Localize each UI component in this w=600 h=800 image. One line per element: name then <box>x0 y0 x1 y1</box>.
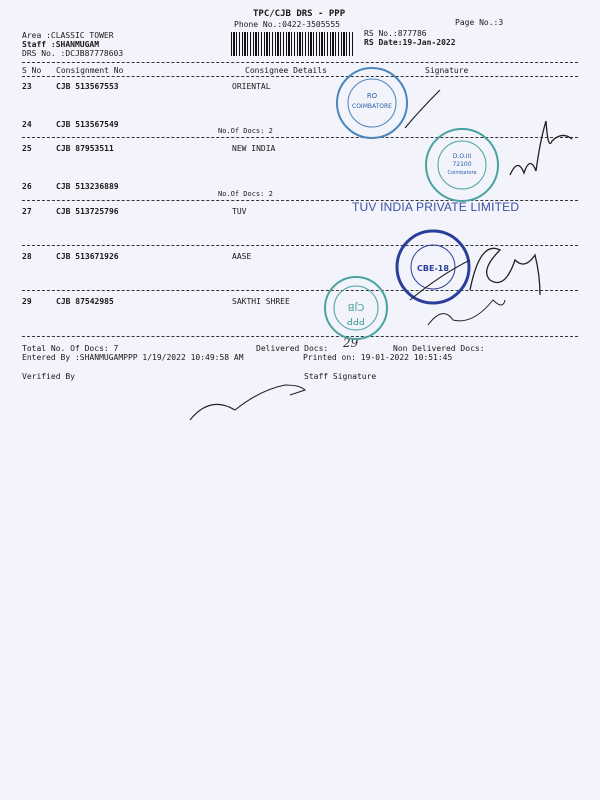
col-consignee: Consignee Details <box>245 66 327 75</box>
drs-number: DRS No. :DCJB87778603 <box>22 49 124 58</box>
svg-text:CBE-18: CBE-18 <box>417 264 449 273</box>
new-india-stamp <box>426 129 498 201</box>
row-sno: 29 <box>22 297 32 306</box>
col-sno: S No <box>22 66 42 75</box>
svg-text:D.O.III: D.O.III <box>452 153 472 160</box>
staff-signature-label: Staff Signature <box>304 372 377 381</box>
verified-by: Verified By <box>22 372 75 381</box>
total-docs: Total No. Of Docs: 7 <box>22 344 119 353</box>
page-number: Page No.:3 <box>455 18 504 27</box>
svg-text:RO: RO <box>366 92 378 100</box>
row-consignee: TUV <box>232 207 247 216</box>
row-consignment: CJB 513567549 <box>56 120 119 129</box>
row-sno: 26 <box>22 182 32 191</box>
staff-field: Staff :SHANMUGAM <box>22 40 100 49</box>
col-signature: Signature <box>425 66 469 75</box>
row-sno: 25 <box>22 144 32 153</box>
row-sno: 28 <box>22 252 32 261</box>
entered-by: Entered By :SHANMUGAMPPP 1/19/2022 10:49:58 AM <box>22 353 244 362</box>
row-docs: No.Of Docs: 2 <box>218 190 273 198</box>
row-consignee: AASE <box>232 252 252 261</box>
delivered-docs: Delivered Docs: <box>256 344 329 353</box>
phone-number: Phone No.:0422-3505555 <box>234 20 340 29</box>
svg-text:CJB: CJB <box>347 301 365 312</box>
aase-stamp <box>397 231 469 303</box>
row-consignment: CJB 513236889 <box>56 182 119 191</box>
row-consignee: SAKTHI SHREE <box>232 297 290 306</box>
area-field: Area :CLASSIC TOWER <box>22 31 114 40</box>
rs-number: RS No.:877786 <box>364 29 427 38</box>
row-consignee: ORIENTAL <box>232 82 271 91</box>
non-delivered-docs: Non Delivered Docs: <box>393 344 485 353</box>
svg-text:PPP: PPP <box>346 315 366 326</box>
row-docs: No.Of Docs: 2 <box>218 127 273 135</box>
svg-text:Coimbatore: Coimbatore <box>447 170 477 176</box>
row-consignee: NEW INDIA <box>232 144 276 153</box>
row-consignment: CJB 513671926 <box>56 252 119 261</box>
row-consignment: CJB 513567553 <box>56 82 119 91</box>
row-sno: 24 <box>22 120 32 129</box>
row-consignment: CJB 513725796 <box>56 207 119 216</box>
tuv-company-stamp: TUV INDIA PRIVATE LIMITED <box>352 200 520 214</box>
ppp-stamp <box>325 277 387 339</box>
col-consignment: Consignment No <box>56 66 124 75</box>
row-sno: 27 <box>22 207 32 216</box>
printed-on: Printed on: 19-01-2022 10:51:45 <box>303 353 453 362</box>
row-consignment: CJB 87953511 <box>56 144 114 153</box>
rs-date: RS Date:19-Jan-2022 <box>364 38 456 47</box>
row-sno: 23 <box>22 82 32 91</box>
row-consignment: CJB 87542985 <box>56 297 114 306</box>
svg-text:COIMBATORE: COIMBATORE <box>352 103 392 110</box>
oriental-stamp <box>337 68 407 138</box>
delivered-count-handwritten: 29 <box>343 336 359 350</box>
document-title: TPC/CJB DRS - PPP <box>253 9 346 19</box>
svg-text:72100: 72100 <box>452 161 472 168</box>
